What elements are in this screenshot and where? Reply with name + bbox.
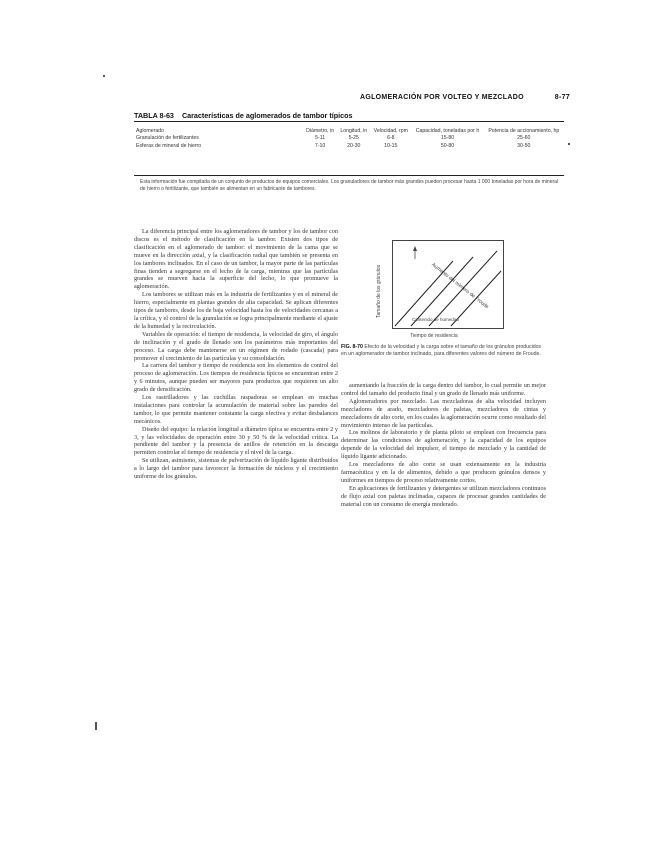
table-label: TABLA 8-63 xyxy=(134,111,174,120)
row-name: Esferas de mineral de hierro xyxy=(136,143,202,149)
table-bottom-rule xyxy=(134,175,564,176)
table-cell: 20-30 xyxy=(347,143,361,149)
page-number: 8-77 xyxy=(554,94,570,101)
figure-x-axis-label: Tiempo de residencia xyxy=(410,333,458,339)
running-title: AGLOMERACIÓN POR VOLTEO Y MEZCLADO xyxy=(360,94,524,101)
paragraph: Se utilizan, asimismo, sistemas de pulverización de líquido ligante distribuidos a lo largo del tambor para favorecer la formación de núcleos y el crecimiento uniforme de los gránulos. xyxy=(134,457,338,481)
table-cell: 10-15 xyxy=(384,143,398,149)
table-cell: 15-80 xyxy=(440,135,455,141)
left-column-text xyxy=(134,228,338,481)
figure-svg xyxy=(393,241,503,328)
paragraph: Aglomeradores por mezclado. Las mezcladoras de alta velocidad incluyen mezcladores de arado, mezcladores de paletas, mezcladores de cintas y mezcladores de alto corte, en los cuales la aglomeración ocurre como resultado del movimiento intenso de las partículas. xyxy=(341,397,546,429)
table-cell: 5-11 xyxy=(315,135,326,141)
scan-mark xyxy=(568,143,570,145)
table-title xyxy=(134,111,554,120)
table-row xyxy=(134,134,564,142)
table-cell: 5-25 xyxy=(348,135,359,141)
paragraph: aumentando la fracción de la carga dentro del tambor, lo cual permite un mejor control del tamaño del producto final y un grado de llenado más uniforme. xyxy=(341,382,546,397)
column-header: Diámetro, in xyxy=(306,128,335,134)
figure-inner-note: Contenido de humedad xyxy=(412,317,459,322)
figure-line-label: Aumento del número de Froude xyxy=(430,262,490,311)
column-header: Aglomerado xyxy=(136,128,164,134)
paragraph: La carrera del tambor y tiempo de residencia son los elementos de control del proceso de aglomeración. Los tiempos de residencia típicos se encuentran entre 2 y 6 minutos, aunque pueden ser mayores para productos que requieren un alto grado de densificación. xyxy=(134,362,338,394)
column-header: Velocidad, rpm xyxy=(373,128,408,134)
scan-mark xyxy=(95,722,97,730)
table-note: Esta información fue compilada de un conjunto de productos de equipos comerciales. Los granuladores de tambor más grandes pueden procesar hasta 1 000 toneladas por hora de mineral de hierro o fertilizante, que también se alimentan en un fabricante de tambores. xyxy=(140,179,559,192)
paragraph: Los rastrilladores y las cuchillas raspadoras se emplean en muchas instalaciones para controlar la acumulación de material sobre las paredes del tambor, lo que permite mantener constante la carga efectiva y evitar desbalances mecánicos. xyxy=(134,394,338,425)
paragraph: Los tambores se utilizan más en la industria de fertilizantes y en el mineral de hierro, especialmente en plantas grandes de alta capacidad. Se aplican diferentes tipos de tambores, desde los de baja velocidad hasta los de velocidades cercanas a la crítica, y el control de la granulación se logra principalmente mediante el ajuste de la humedad y la recirculación. xyxy=(134,291,338,330)
figure-caption-text: Efecto de la velocidad y la carga sobre el tamaño de los gránulos producidos en un aglomerador de tambor inclinado, para diferentes valores del número de Froude. xyxy=(341,344,542,357)
paragraph: En aplicaciones de fertilizantes y detergentes se utilizan mezcladores continuos de flujo axial con paletas inclinadas, capaces de procesar grandes cantidades de material con un consumo de energía moderado. xyxy=(341,484,546,508)
table-cell: 50-80 xyxy=(440,143,455,149)
column-header: Potencia de accionamiento, hp xyxy=(488,128,560,134)
paragraph: Variables de operación: el tiempo de residencia, la velocidad de giro, el ángulo de inclinación y el grado de llenado son los parámetros más importantes del proceso. La carga debe mantenerse en un régimen de rodado (cascada) para promover el crecimiento de las partículas y su consolidación. xyxy=(134,330,338,362)
table-cell: 25-60 xyxy=(517,135,531,141)
table-cell: 30-50 xyxy=(517,143,531,149)
table-cell: 7-10 xyxy=(314,143,326,149)
characteristics-table xyxy=(134,128,564,150)
table-cell: 6-8 xyxy=(387,135,395,141)
paragraph: Los mezcladores de alto corte se usan extensamente en la industria farmacéutica y en la de alimentos, debido a que producen gránulos densos y uniformes en tiempos de proceso relativamente cortos. xyxy=(341,461,546,484)
table-caption: Características de aglomerados de tambor típicos xyxy=(181,111,353,120)
figure-plot xyxy=(392,240,504,329)
column-header: Capacidad, toneladas por h xyxy=(415,128,480,134)
figure-arrowhead xyxy=(413,246,417,251)
right-column-text xyxy=(341,382,546,509)
table-top-rule xyxy=(134,121,564,122)
table-row xyxy=(134,142,564,150)
running-header xyxy=(360,94,570,101)
figure-y-axis-label: Tamaño de los gránulos xyxy=(376,264,382,318)
paragraph: La diferencia principal entre los aglomeradores de tambor y los de tambor con discos es el método de clasificación en la tambor. Existen dos tipos de clasificación en el aglomerado de tambor: el movimiento de la cama que se mueve en la dirección axial, y la clasificación radial que también se presenta en los tambores inclinados. En el caso de un tambor, la mayor parte de las partículas finas tienden a segregarse en el lecho de la carga, mientras que las partículas grandes se mueven hacia la superficie del lecho, lo que promueve la aglomeración. xyxy=(134,228,338,291)
figure-caption xyxy=(341,344,546,357)
paragraph: Los molinos de laboratorio y de planta piloto se emplean con frecuencia para determinar las condiciones de aglomeración, y la capacidad de los equipos depende de la velocidad del impulsor, el tiempo de mezclado y la cantidad de líquido ligante adicionado. xyxy=(341,429,546,461)
scan-mark xyxy=(103,75,105,77)
column-header: Longitud, in xyxy=(340,128,368,134)
figure-label: FIG. 8-70 xyxy=(341,344,363,350)
row-name: Granulación de fertilizantes xyxy=(136,135,199,141)
paragraph: Diseño del equipo: la relación longitud a diámetro típica se encuentra entre 2 y 3, y las velocidades de operación entre 30 y 50 % de la velocidad crítica. La pendiente del tambor y la presencia de anillos de retención en la descarga permiten controlar el tiempo de residencia y el nivel de la carga. xyxy=(134,425,338,457)
